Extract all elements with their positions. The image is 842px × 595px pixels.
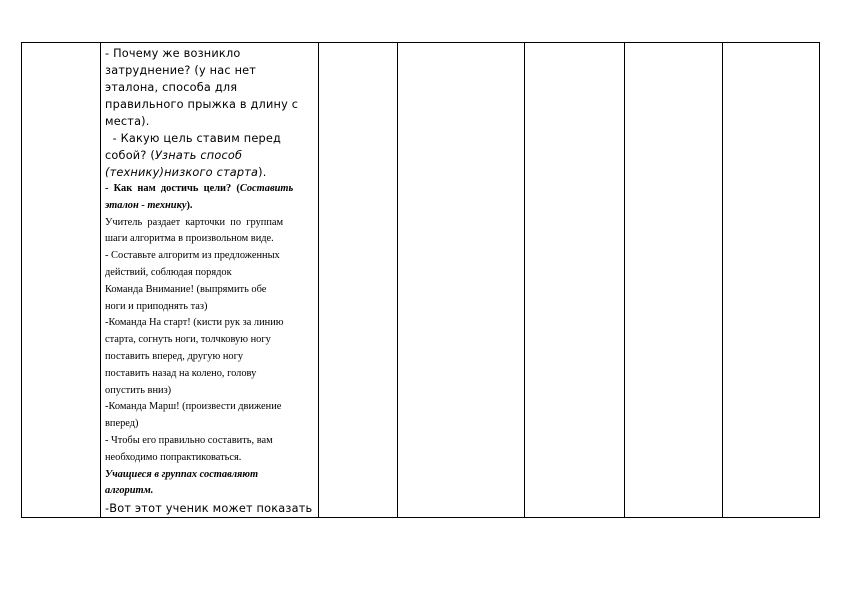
- content-line: эталона, способа для: [105, 81, 238, 94]
- stage-cell: [22, 43, 101, 518]
- empty-cell: [398, 43, 525, 518]
- content-text: - Как нам достичь цели? (: [105, 183, 240, 194]
- content-line: поставить вперед, другую ногу: [105, 350, 244, 362]
- content-italic-text: (технику)низкого старта: [105, 166, 259, 179]
- content-line: -Команда На старт! (кисти рук за линию: [105, 317, 284, 329]
- content-line: действий, соблюдая порядок: [105, 266, 232, 278]
- empty-cell: [319, 43, 398, 518]
- empty-cell: [625, 43, 723, 518]
- content-line: шаги алгоритма в произвольном виде.: [105, 233, 274, 245]
- content-line: ноги и приподнять таз): [105, 300, 208, 312]
- content-italic-text: Составить: [239, 183, 294, 194]
- content-line: [105, 147, 315, 164]
- content-line: -Команда Марш! (произвести движение: [105, 401, 282, 413]
- content-line: - Чтобы его правильно составить, вам: [105, 434, 273, 446]
- table-row: [22, 43, 820, 518]
- content-line: - Составьте алгоритм из предложенных: [105, 250, 280, 262]
- content-italic-text: Узнать способ: [154, 149, 243, 162]
- teacher-activity-cell: [101, 43, 319, 518]
- content-line: вперед): [105, 418, 139, 430]
- content-line: затруднение? (у нас нет: [105, 64, 257, 77]
- content-line: правильного прыжка в длину с: [105, 98, 299, 111]
- content-line: Учитель раздает карточки по группам: [105, 216, 284, 228]
- content-line: старта, согнуть ноги, толчковую ногу: [105, 334, 271, 346]
- content-line: [105, 198, 315, 215]
- content-text: ).: [186, 199, 193, 211]
- content-line: - Почему же возникло: [105, 47, 241, 60]
- empty-cell: [525, 43, 625, 518]
- content-line: Учащиеся в группах составляют: [105, 468, 259, 480]
- content-line: - Какую цель ставим перед: [105, 132, 282, 145]
- content-text: ).: [258, 166, 267, 179]
- content-line: алгоритм.: [105, 485, 154, 497]
- content-line: -Вот этот ученик может показать: [105, 502, 313, 516]
- empty-cell: [723, 43, 820, 518]
- content-line: места).: [105, 115, 150, 128]
- content-text: собой? (: [105, 149, 155, 162]
- lesson-plan-table: [21, 42, 820, 518]
- content-line: поставить назад на колено, голову: [105, 367, 257, 379]
- content-line: [105, 181, 315, 198]
- content-line: необходимо попрактиковаться.: [105, 451, 242, 463]
- content-line: [105, 164, 315, 181]
- content-line: Команда Внимание! (выпрямить обе: [105, 283, 267, 295]
- content-line: опустить вниз): [105, 384, 172, 396]
- content-italic-text: эталон - технику: [105, 199, 187, 211]
